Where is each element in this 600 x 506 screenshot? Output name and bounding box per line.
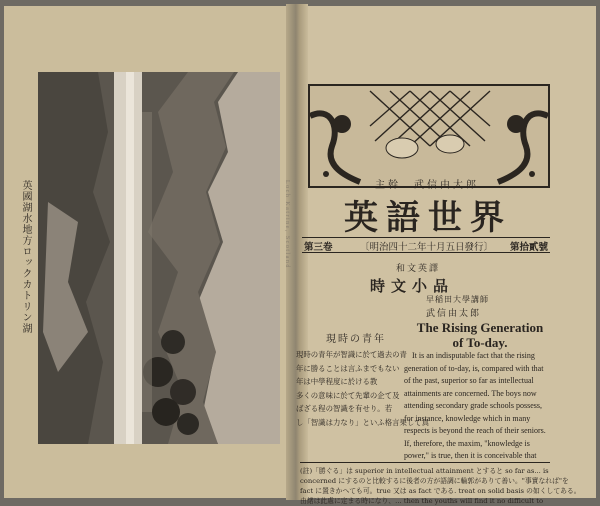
english-heading: The Rising Generation of To-day. bbox=[416, 320, 544, 350]
issue-number: 第拾貳號 bbox=[509, 242, 548, 253]
japanese-heading: 現時の青年 bbox=[326, 334, 386, 345]
english-line: respects is beyond the reach of their seniors. bbox=[404, 426, 546, 435]
english-line: If, therefore, the maxim, "knowledge is bbox=[404, 438, 530, 448]
japanese-text bbox=[296, 348, 430, 430]
japanese-line: 年は中學程度に於ける教 bbox=[296, 377, 378, 387]
footnotes bbox=[300, 466, 581, 506]
footnote-line: fact に置きかへても可。true 又は as fact である. treat on solid basis の如くしてある。 bbox=[300, 487, 581, 495]
japanese-line: 多くの意味に於て先輩の企て及 bbox=[296, 390, 400, 400]
byline-name: 武信由太郎 bbox=[426, 309, 482, 319]
japanese-line: 現時の青年が智識に於て過去の青 bbox=[296, 350, 407, 359]
english-line: power," is true, then it is conceivable that bbox=[404, 451, 537, 460]
english-line: for instance, knowledge which in many bbox=[404, 413, 531, 423]
english-line: attending secondary grade schools possess, bbox=[404, 401, 542, 410]
footnote-line: (註)「勝ぐる」は superior in intellectual attainment とすると so far as... is bbox=[300, 467, 549, 475]
issue-date: 〔明治四十二年十月五日發行〕 bbox=[360, 242, 494, 253]
landscape-photo bbox=[38, 72, 280, 444]
issue-bar bbox=[302, 237, 550, 253]
japanese-line: し「智識は力なり」といふ格言果して真 bbox=[296, 417, 430, 427]
publisher-line: 主幹 武信由太郎 bbox=[375, 180, 479, 191]
column-label: 和文英譯 bbox=[396, 264, 441, 274]
footnote-line: concerned にするのと比較するに後者の方が語調に輪郭がありて善い。"事實なれば"を bbox=[300, 477, 569, 485]
japanese-line: ばざる程の智識を有せり。若 bbox=[296, 404, 393, 414]
plate-caption: 英國湖水地方ロックカトリン湖 bbox=[20, 180, 31, 334]
japanese-line: 年に勝ることは言ふまでもない bbox=[296, 363, 400, 373]
english-line: It is an indisputable fact that the rising bbox=[412, 351, 535, 360]
english-line: attainments are concerned. The boys now bbox=[404, 388, 537, 398]
masthead-illustration bbox=[308, 84, 550, 188]
footnote-line: 由緒は此處に定まる時になり、... then the youths will find it no difficult to bbox=[300, 497, 544, 505]
english-text bbox=[404, 350, 550, 463]
notes-divider bbox=[300, 462, 550, 463]
column-title: 時文小品 bbox=[370, 277, 455, 295]
byline-affiliation: 早稲田大學講師 bbox=[426, 295, 489, 304]
english-line: generation of to-day, is, compared with that bbox=[404, 363, 544, 373]
english-line: of the past, superior so far as intellectual bbox=[404, 376, 534, 385]
plate-caption-english: Loch Katrine, Scotland bbox=[284, 180, 290, 269]
magazine-title: 英語世界 bbox=[344, 198, 512, 238]
volume-label: 第三卷 bbox=[304, 242, 333, 253]
